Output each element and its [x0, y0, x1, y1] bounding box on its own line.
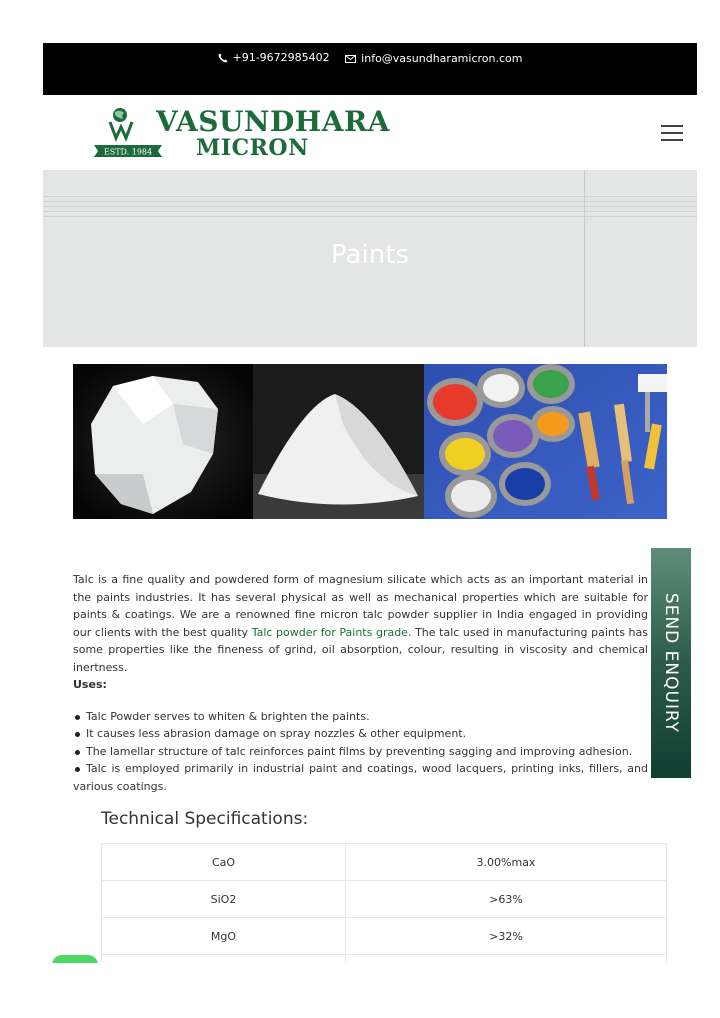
list-item: The lamellar structure of talc reinforces paint films by preventing sagging and improving adhesion.	[73, 743, 648, 761]
specs-table	[101, 843, 667, 963]
phone-number: +91-9672985402	[232, 51, 330, 64]
table-row: MgO >32%	[102, 918, 667, 955]
page-frame	[43, 43, 697, 963]
list-item: Talc Powder serves to whiten & brighten the paints.	[73, 708, 648, 726]
send-enquiry-label: SEND ENQUIRY	[661, 592, 681, 734]
envelope-icon	[345, 55, 356, 63]
brand-name-line2: MICRON	[196, 135, 309, 161]
uses-heading: Uses:	[73, 678, 107, 691]
site-header	[43, 95, 697, 171]
page-title: Paints	[331, 240, 409, 270]
phone-icon	[218, 53, 228, 63]
product-images	[73, 364, 667, 519]
page-banner	[43, 170, 697, 347]
banner-stripes	[43, 196, 697, 220]
table-row: SiO2 >63%	[102, 881, 667, 918]
talc-and-paint-photo	[73, 364, 667, 519]
svg-text:VM	[121, 141, 122, 142]
table-row	[102, 955, 667, 964]
list-item: It causes less abrasion damage on spray nozzles & other equipment.	[73, 725, 648, 743]
brand-name-line1: VASUNDHARA	[156, 105, 390, 138]
site-logo[interactable]	[88, 105, 388, 160]
top-contact-bar	[43, 43, 697, 95]
uses-list	[73, 708, 648, 796]
intro-paragraph: Talc is a fine quality and powdered form of magnesium silicate which acts as an important material in the paints industries. It has several physical as well as mechanical properties which are suitable for paints & coatings. We are a renowned fine micron talc powder supplier in India engaged in providing our clients with the best quality Talc powder for Paints grade. The talc used in manufacturing paints has some properties like the fineness of grind, oil absorption, colour, resulting in viscosity and chemical inertness.	[73, 573, 648, 674]
whatsapp-chat-icon[interactable]	[52, 955, 98, 963]
main-content	[73, 571, 648, 795]
logo-badge-text: ESTD. 1984	[103, 147, 153, 157]
contact-links	[43, 51, 697, 66]
phone-link[interactable]	[218, 51, 330, 64]
send-enquiry-button[interactable]	[651, 548, 691, 778]
talc-paints-grade-link[interactable]: Talc powder for Paints grade	[251, 625, 408, 639]
list-item: Talc is employed primarily in industrial paint and coatings, wood lacquers, printing inks, fillers, and various coatings.	[73, 762, 648, 793]
email-address: info@vasundharamicron.com	[361, 52, 523, 65]
table-row: CaO 3.00%max	[102, 844, 667, 881]
email-link[interactable]	[345, 52, 522, 65]
specs-heading: Technical Specifications:	[101, 809, 309, 829]
hamburger-menu-icon[interactable]	[661, 125, 683, 141]
